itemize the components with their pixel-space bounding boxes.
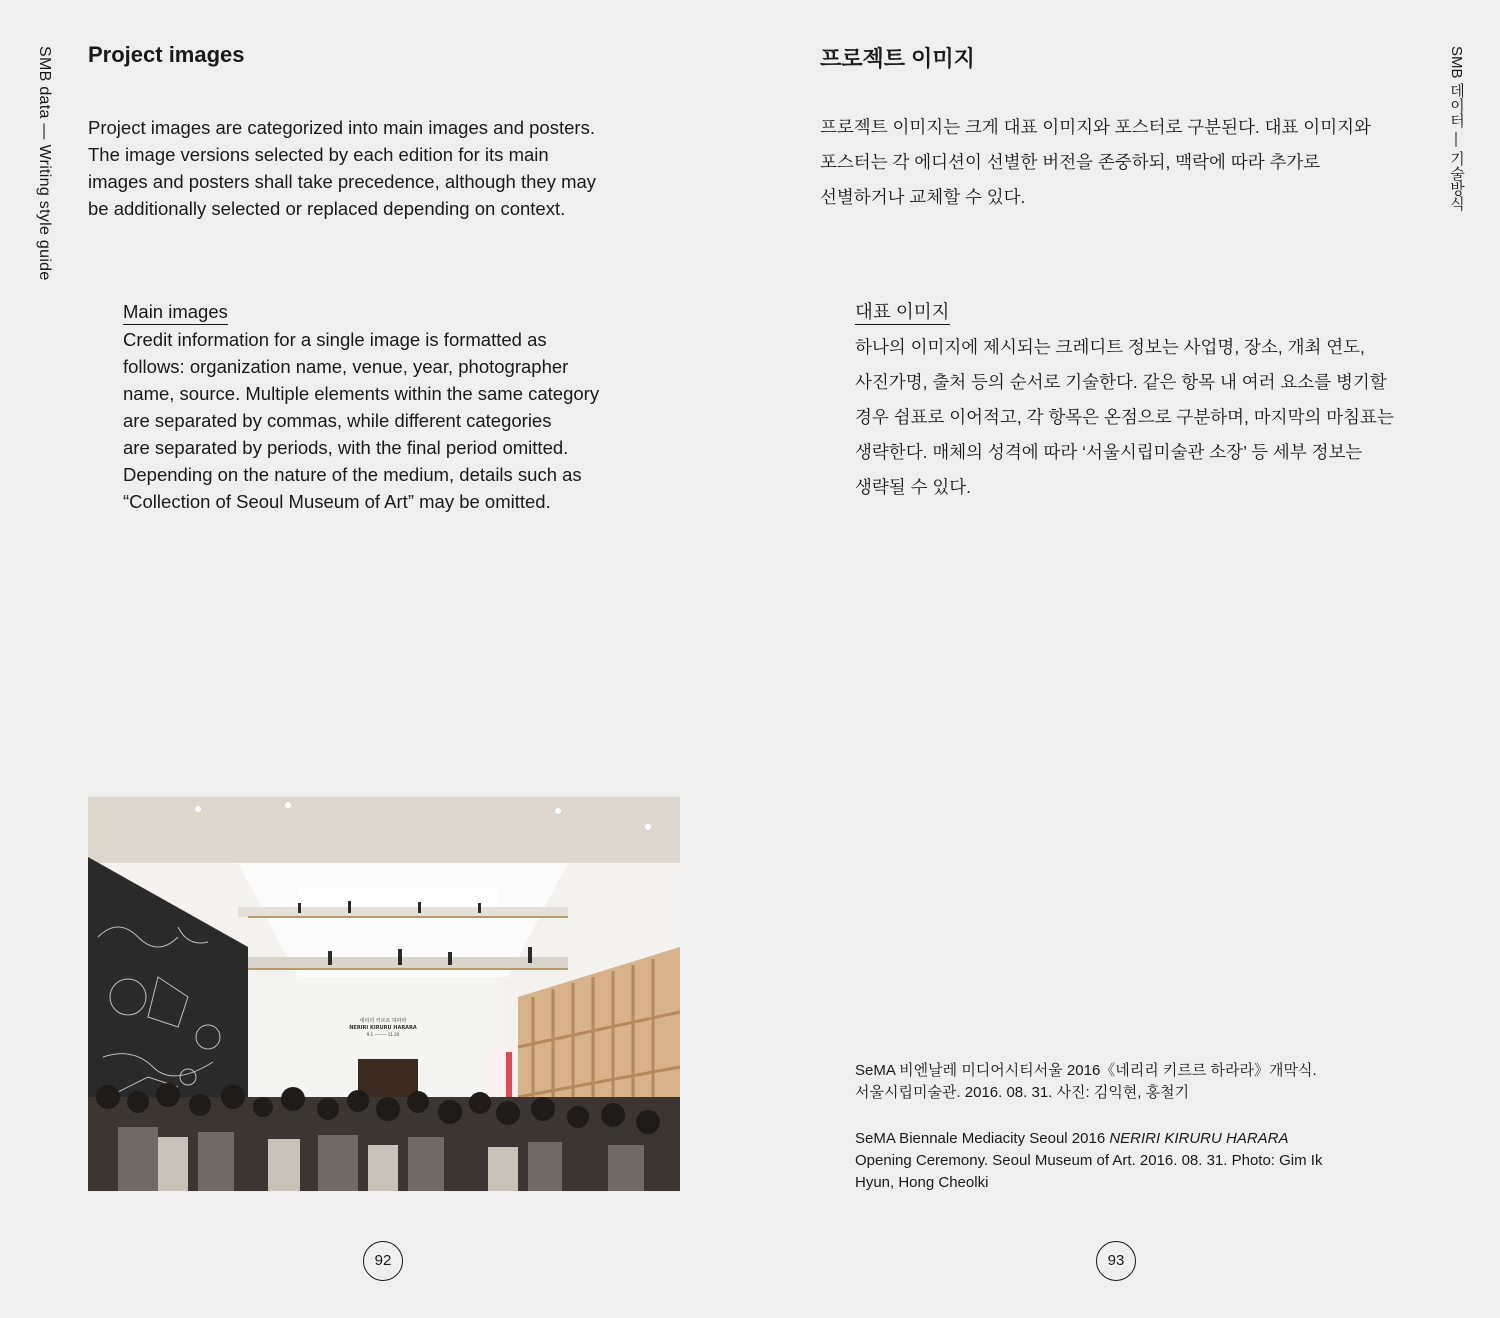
text-line: 하나의 이미지에 제시되는 크레디트 정보는 사업명, 장소, 개최 연도, — [855, 337, 1365, 357]
left-subheading-wrap — [123, 300, 228, 325]
right-page-number: 93 — [1096, 1241, 1136, 1281]
text-line: 생략될 수 있다. — [855, 477, 972, 497]
left-intro-paragraph — [88, 114, 698, 222]
left-running-head: SMB data — Writing style guide — [36, 46, 53, 281]
caption-english — [855, 1128, 1455, 1194]
caption-line: Hyun, Hong Cheolki — [855, 1174, 989, 1191]
text-line: images and posters shall take precedence, although they may — [88, 171, 597, 192]
text-line: 사진가명, 출처 등의 순서로 기술한다. 같은 항목 내 여러 요소를 병기할 — [855, 372, 1387, 392]
text-line: are separated by commas, while different categories — [123, 410, 552, 431]
photo-sign-title: NERIRI KIRURU HARARA — [349, 1025, 417, 1031]
left-page-title: Project images — [88, 42, 245, 67]
left-subheading: Main images — [123, 300, 228, 325]
text-line: Credit information for a single image is formatted as — [123, 329, 547, 350]
left-page-number: 92 — [363, 1241, 403, 1281]
text-line: 생략한다. 매체의 성격에 따라 ‘서울시립미술관 소장’ 등 세부 정보는 — [855, 442, 1363, 462]
caption-line: SeMA 비엔날레 미디어시티서울 2016《네리리 키르르 하라라》개막식. — [855, 1062, 1317, 1079]
text-line: are separated by periods, with the final period omitted. — [123, 437, 569, 458]
text-line: “Collection of Seoul Museum of Art” may be omitted. — [123, 491, 551, 512]
right-subheading: 대표 이미지 — [855, 300, 950, 325]
caption-line — [855, 1128, 1455, 1150]
caption-korean — [855, 1060, 1455, 1104]
caption-line: 서울시립미술관. 2016. 08. 31. 사진: 김익현, 홍철기 — [855, 1084, 1190, 1101]
text-line: follows: organization name, venue, year, photographer — [123, 356, 569, 377]
photo-sign-korean: 네리리 키르르 하라라 — [359, 1018, 407, 1024]
opening-ceremony-photo — [88, 797, 680, 1191]
text-line: be additionally selected or replaced depending on context. — [88, 198, 566, 219]
caption-italic-title: NERIRI KIRURU HARARA — [1109, 1130, 1289, 1147]
text-line: 선별하거나 교체할 수 있다. — [820, 187, 1026, 207]
right-page-title: 프로젝트 이미지 — [820, 46, 975, 71]
text-line: 포스터는 각 에디션이 선별한 버전을 존중하되, 맥락에 따라 추가로 — [820, 152, 1321, 172]
photo-illustration — [88, 797, 680, 1191]
left-body-paragraph — [123, 326, 693, 515]
right-subheading-wrap — [855, 300, 950, 325]
right-running-head: SMB 데이터 — 기술방식 — [1448, 46, 1465, 212]
caption-line: Opening Ceremony. Seoul Museum of Art. 2016. 08. 31. Photo: Gim Ik — [855, 1152, 1323, 1169]
caption-prefix: SeMA Biennale Mediacity Seoul 2016 — [855, 1130, 1110, 1147]
text-line: Project images are categorized into main images and posters. — [88, 117, 595, 138]
text-line: 프로젝트 이미지는 크게 대표 이미지와 포스터로 구분된다. 대표 이미지와 — [820, 117, 1371, 137]
text-line: 경우 쉼표로 이어적고, 각 항목은 온점으로 구분하며, 마지막의 마침표는 — [855, 407, 1394, 427]
photo-sign-dates: 9.1 ——— 11.20 — [366, 1032, 400, 1037]
text-line: Depending on the nature of the medium, details such as — [123, 464, 582, 485]
right-intro-paragraph — [820, 110, 1420, 215]
text-line: The image versions selected by each edition for its main — [88, 144, 549, 165]
right-body-paragraph — [855, 330, 1455, 505]
text-line: name, source. Multiple elements within the same category — [123, 383, 600, 404]
